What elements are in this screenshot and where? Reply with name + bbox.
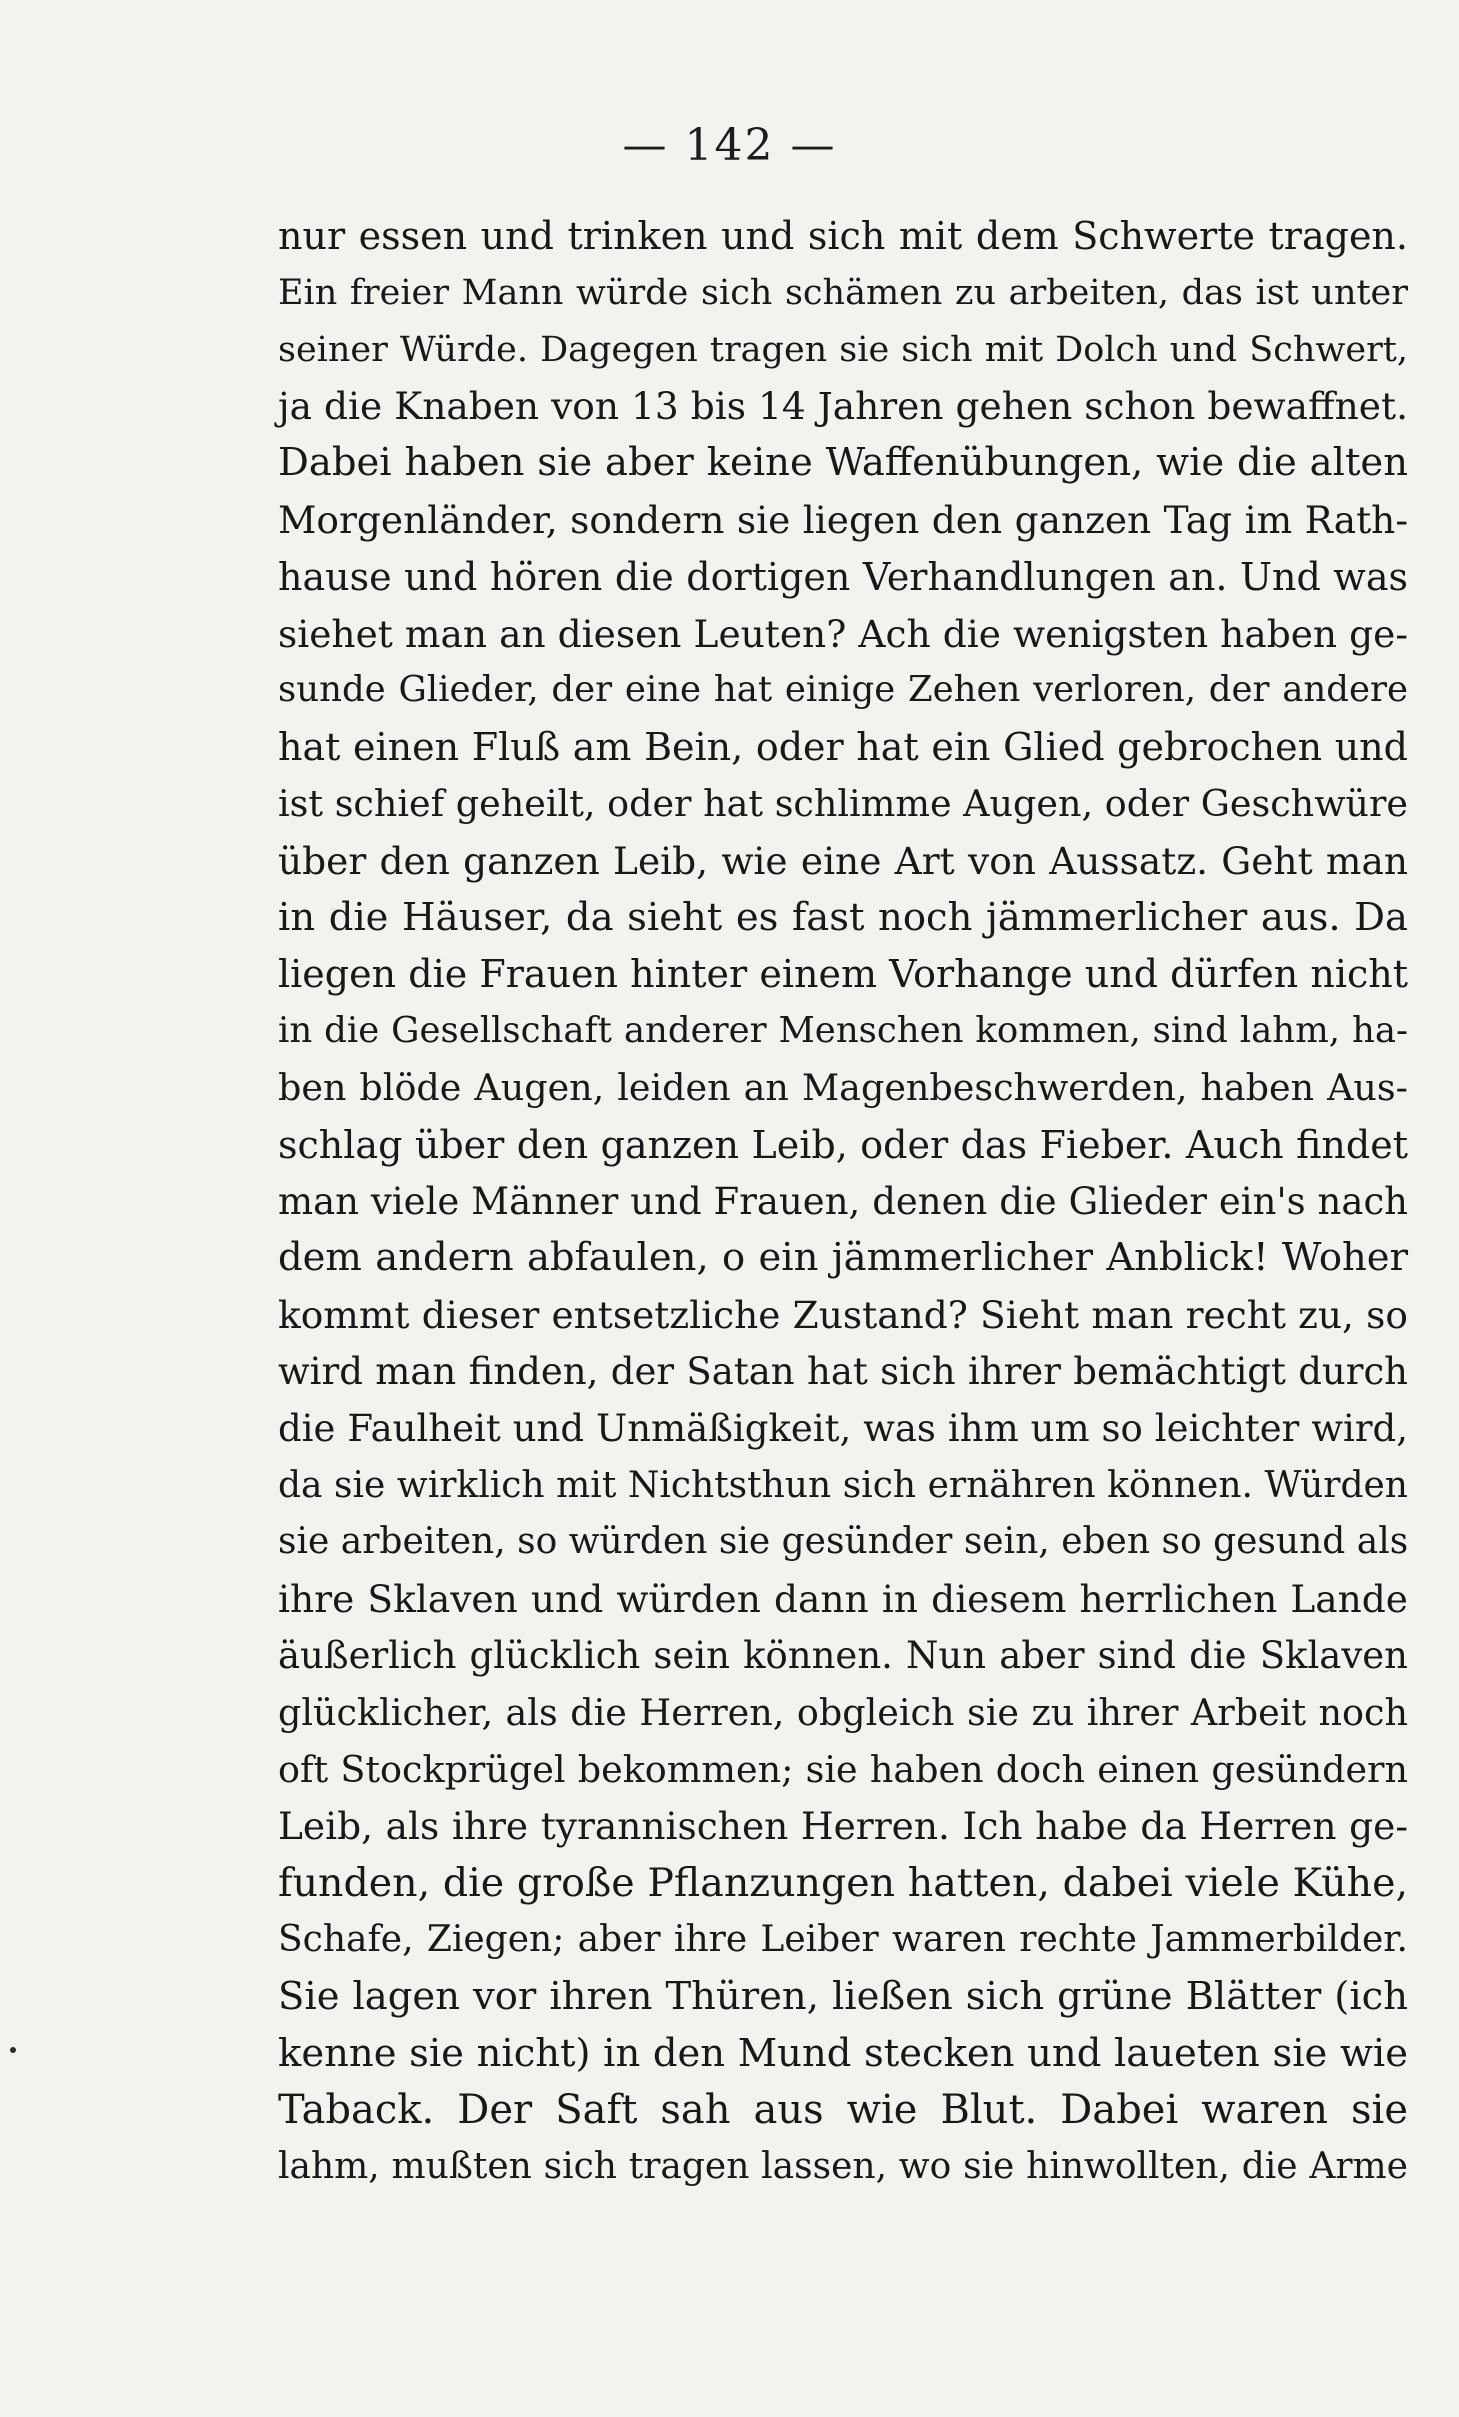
text-line: funden, die große Pflanzungen hatten, dabei viele Kühe, [278, 1860, 1408, 1907]
text-line: ben blöde Augen, leiden an Magenbeschwerden, haben Aus- [278, 1065, 1408, 1109]
page-number: — 142 — [622, 120, 837, 171]
text-line: Taback. Der Saft sah aus wie Blut. Dabei waren sie [278, 2087, 1408, 2134]
text-line: nur essen und trinken und sich mit dem Schwerte tragen. [278, 214, 1408, 258]
text-line: seiner Würde. Dagegen tragen sie sich mit Dolch und Schwert, [278, 329, 1408, 370]
text-line: lahm, mußten sich tragen lassen, wo sie hinwollten, die Arme [278, 2146, 1408, 2188]
text-line: ist schief geheilt, oder hat schlimme Augen, oder Geschwüre [278, 781, 1408, 825]
text-line: sunde Glieder, der eine hat einige Zehen verloren, der andere [278, 669, 1408, 711]
text-line: wird man finden, der Satan hat sich ihrer bemächtigt durch [278, 1349, 1408, 1393]
text-line: Dabei haben sie aber keine Waffenübungen, wie die alten [278, 440, 1408, 486]
text-line: ihre Sklaven und würden dann in diesem herrlichen Lande [278, 1577, 1408, 1622]
text-line: sie arbeiten, so würden sie gesünder sein, eben so gesund als [278, 1521, 1409, 1563]
text-line: kommt dieser entsetzliche Zustand? Sieht man recht zu, so [278, 1293, 1408, 1338]
text-line: schlag über den ganzen Leib, oder das Fieber. Auch findet [278, 1122, 1408, 1167]
text-line: da sie wirklich mit Nichtsthun sich ernähren können. Würden [278, 1464, 1408, 1506]
text-line: die Faulheit und Unmäßigkeit, was ihm um so leichter wird, [278, 1406, 1408, 1450]
text-line: Ein freier Mann würde sich schämen zu arbeiten, das ist unter [278, 272, 1408, 313]
text-line: Schafe, Ziegen; aber ihre Leiber waren rechte Jammerbilder. [278, 1918, 1408, 1960]
text-line: Morgenländer, sondern sie liegen den ganzen Tag im Rath- [278, 497, 1408, 542]
text-line: kenne sie nicht) in den Mund stecken und laueten sie wie [278, 2030, 1408, 2076]
text-line: in die Gesellschaft anderer Menschen kommen, sind lahm, ha- [278, 1010, 1408, 1052]
text-line: dem andern abfaulen, o ein jämmerlicher Anblick! Woher [278, 1235, 1408, 1281]
text-line: Leib, als ihre tyrannischen Herren. Ich habe da Herren ge- [278, 1804, 1408, 1849]
text-line: äußerlich glücklich sein können. Nun aber sind die Sklaven [278, 1633, 1408, 1677]
text-line: glücklicher, als die Herren, obgleich sie zu ihrer Arbeit noch [278, 1690, 1408, 1734]
text-line: ja die Knaben von 13 bis 14 Jahren gehen schon bewaffnet. [278, 384, 1408, 429]
text-line: Sie lagen vor ihren Thüren, ließen sich grüne Blätter (ich [278, 1973, 1408, 2019]
text-line: in die Häuser, da sieht es fast noch jämmerlicher aus. Da [278, 894, 1408, 940]
text-line: über den ganzen Leib, wie eine Art von Aussatz. Geht man [278, 838, 1408, 883]
text-line: hause und hören die dortigen Verhandlungen an. Und was [278, 554, 1408, 599]
text-line: oft Stockprügel bekommen; sie haben doch einen gesündern [278, 1747, 1408, 1791]
ink-speck [10, 2047, 16, 2053]
text-line: liegen die Frauen hinter einem Vorhange und dürfen nicht [278, 952, 1408, 997]
text-line: hat einen Fluß am Bein, oder hat ein Glied gebrochen und [278, 725, 1408, 770]
text-line: siehet man an diesen Leuten? Ach die wenigsten haben ge- [278, 611, 1408, 656]
body-text [278, 208, 1408, 2196]
text-line: man viele Männer und Frauen, denen die Glieder ein's nach [278, 1179, 1408, 1223]
